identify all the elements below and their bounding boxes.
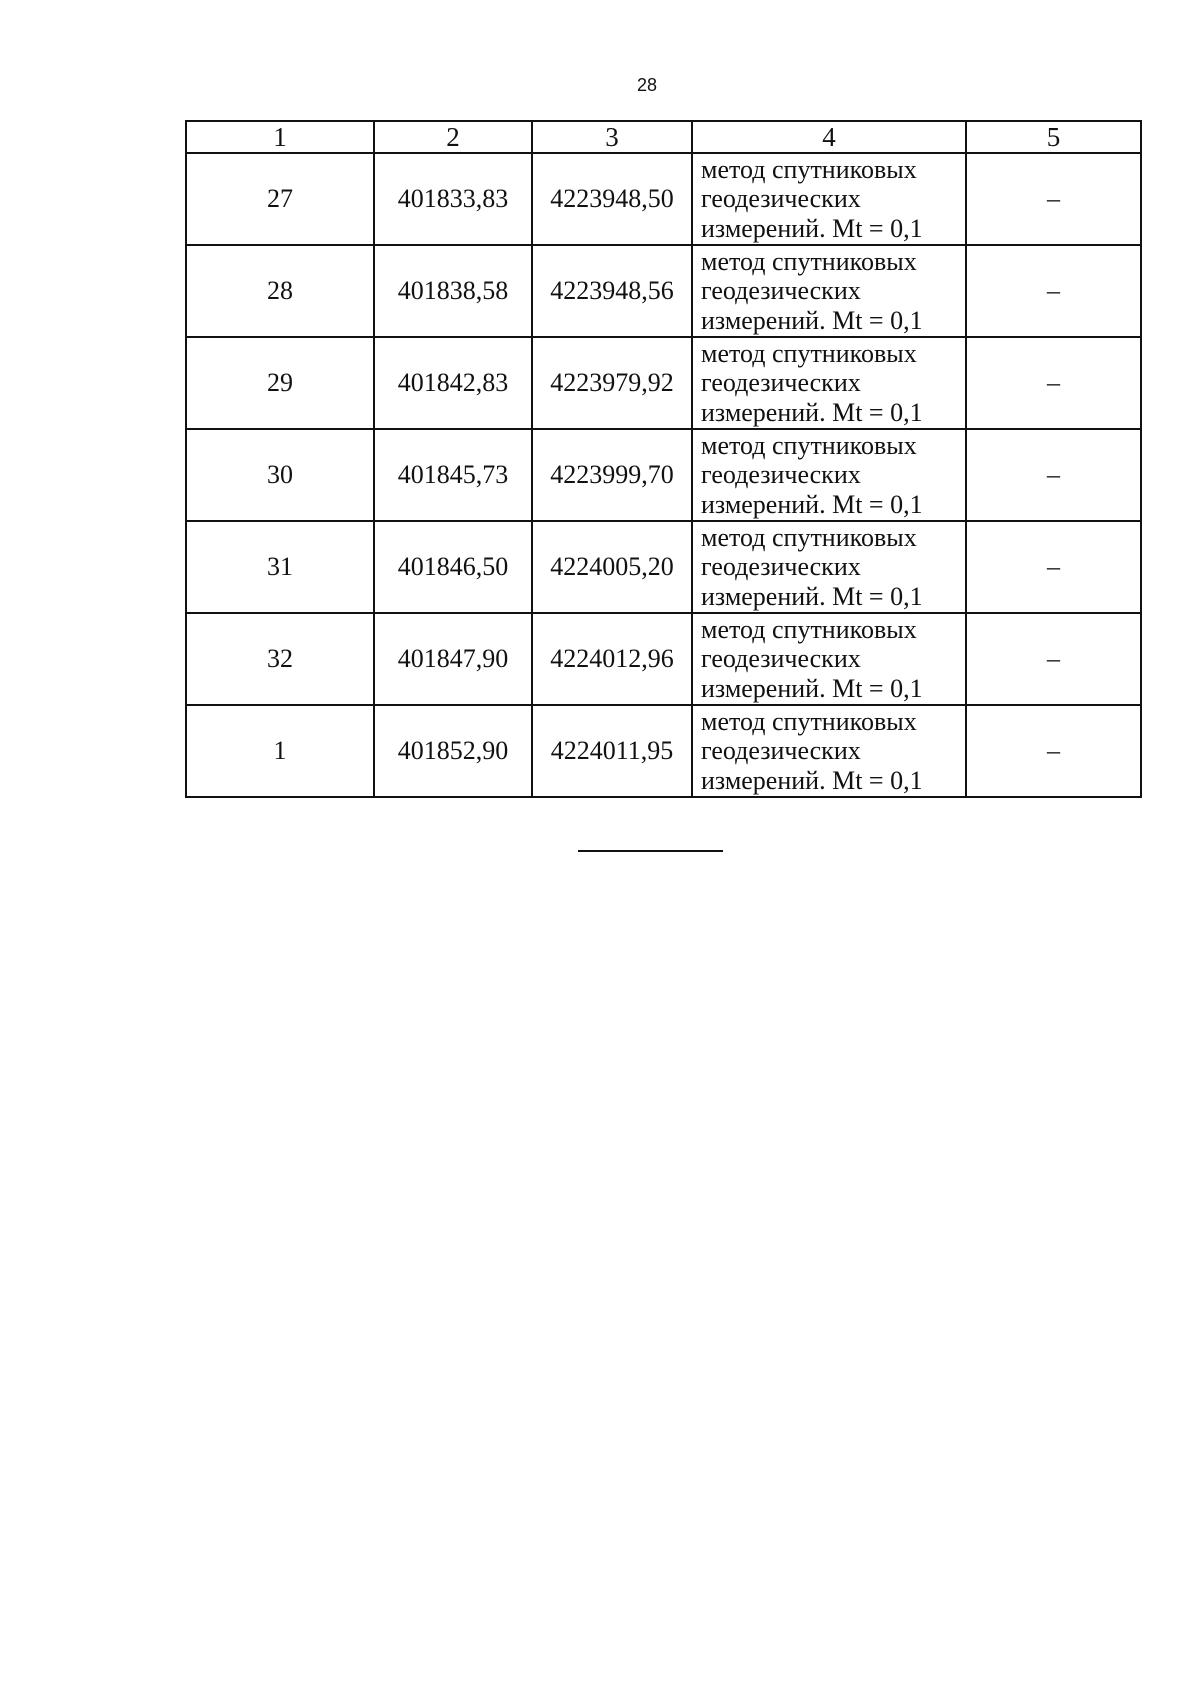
y-coordinate-cell: 4223948,56 bbox=[532, 245, 692, 337]
method-cell: метод спутниковых геодезических измерений. Mt = 0,1 bbox=[692, 245, 966, 337]
header-row bbox=[186, 121, 1141, 153]
table-row bbox=[186, 153, 1141, 245]
method-cell: метод спутниковых геодезических измерений. Mt = 0,1 bbox=[692, 429, 966, 521]
table-row bbox=[186, 337, 1141, 429]
note-cell: – bbox=[966, 429, 1141, 521]
table-row bbox=[186, 429, 1141, 521]
y-coordinate-cell: 4223948,50 bbox=[532, 153, 692, 245]
y-coordinate-cell: 4224011,95 bbox=[532, 705, 692, 797]
method-cell: метод спутниковых геодезических измерений. Mt = 0,1 bbox=[692, 521, 966, 613]
point-number-cell: 1 bbox=[186, 705, 374, 797]
method-cell: метод спутниковых геодезических измерений. Mt = 0,1 bbox=[692, 153, 966, 245]
point-number-cell: 28 bbox=[186, 245, 374, 337]
y-coordinate-cell: 4223979,92 bbox=[532, 337, 692, 429]
page-number: 28 bbox=[636, 75, 658, 95]
table-row bbox=[186, 613, 1141, 705]
note-cell: – bbox=[966, 337, 1141, 429]
x-coordinate-cell: 401842,83 bbox=[374, 337, 532, 429]
point-number-cell: 27 bbox=[186, 153, 374, 245]
x-coordinate-cell: 401833,83 bbox=[374, 153, 532, 245]
y-coordinate-cell: 4224005,20 bbox=[532, 521, 692, 613]
method-cell: метод спутниковых геодезических измерений. Mt = 0,1 bbox=[692, 613, 966, 705]
x-coordinate-cell: 401847,90 bbox=[374, 613, 532, 705]
x-coordinate-cell: 401845,73 bbox=[374, 429, 532, 521]
point-number-cell: 29 bbox=[186, 337, 374, 429]
closing-rule bbox=[578, 850, 723, 852]
table-header bbox=[186, 121, 1141, 153]
column-header-2: 2 bbox=[374, 121, 532, 153]
x-coordinate-cell: 401846,50 bbox=[374, 521, 532, 613]
note-cell: – bbox=[966, 613, 1141, 705]
y-coordinate-cell: 4224012,96 bbox=[532, 613, 692, 705]
column-header-1: 1 bbox=[186, 121, 374, 153]
column-header-4: 4 bbox=[692, 121, 966, 153]
table-row bbox=[186, 245, 1141, 337]
method-cell: метод спутниковых геодезических измерений. Mt = 0,1 bbox=[692, 705, 966, 797]
point-number-cell: 30 bbox=[186, 429, 374, 521]
coordinates-table bbox=[185, 120, 1142, 798]
note-cell: – bbox=[966, 245, 1141, 337]
column-header-5: 5 bbox=[966, 121, 1141, 153]
method-cell: метод спутниковых геодезических измерений. Mt = 0,1 bbox=[692, 337, 966, 429]
note-cell: – bbox=[966, 153, 1141, 245]
y-coordinate-cell: 4223999,70 bbox=[532, 429, 692, 521]
point-number-cell: 32 bbox=[186, 613, 374, 705]
table-row bbox=[186, 705, 1141, 797]
x-coordinate-cell: 401852,90 bbox=[374, 705, 532, 797]
table-body bbox=[186, 153, 1141, 797]
note-cell: – bbox=[966, 705, 1141, 797]
x-coordinate-cell: 401838,58 bbox=[374, 245, 532, 337]
table-row bbox=[186, 521, 1141, 613]
column-header-3: 3 bbox=[532, 121, 692, 153]
point-number-cell: 31 bbox=[186, 521, 374, 613]
note-cell: – bbox=[966, 521, 1141, 613]
